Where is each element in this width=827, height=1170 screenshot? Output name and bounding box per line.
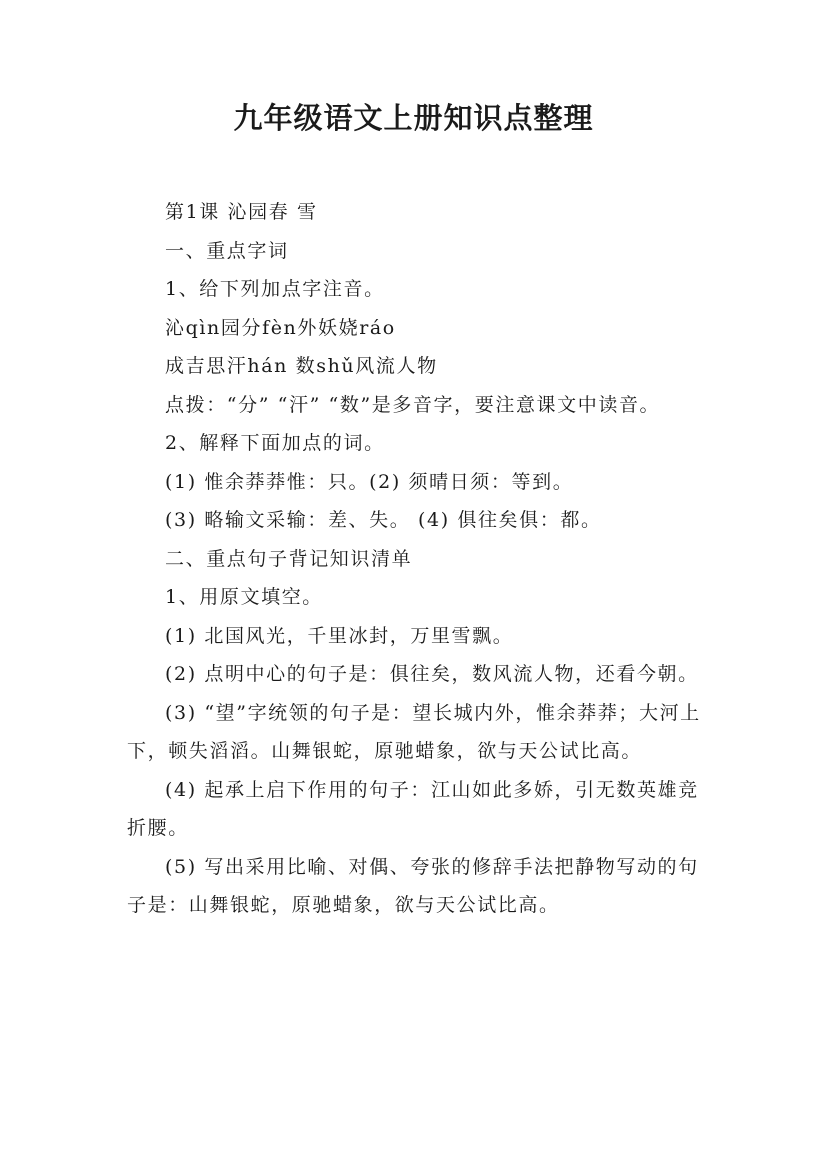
question-explain-words: 2、解释下面加点的词。 <box>165 432 385 454</box>
answer-3: (3) “望”字统领的句子是：望长城内外，惟余莽莽；大河上下，顿失滔滔。山舞银蛇，原驰蜡象，欲与天公试比高。 <box>127 701 701 762</box>
word-explanation-line-1: (1) 惟余莽莽惟：只。(2) 须晴日须：等到。 <box>165 470 574 493</box>
answer-4: (4) 起承上启下作用的句子：江山如此多娇，引无数英雄竞折腰。 <box>127 778 699 839</box>
section-heading-key-words: 一、重点字词 <box>165 239 289 262</box>
question-fill-blanks: 1、用原文填空。 <box>165 586 323 608</box>
document-title: 九年级语文上册知识点整理 <box>233 101 594 135</box>
document-body <box>127 193 702 925</box>
answer-5: (5) 写出采用比喻、对偶、夸张的修辞手法把静物写动的句子是：山舞银蛇，原驰蜡象，欲与天公试比高。 <box>127 855 699 916</box>
lesson-heading: 第1课 沁园春 雪 <box>165 201 318 223</box>
pinyin-line-1: 沁qìn园分fèn外妖娆ráo <box>165 316 396 339</box>
section-heading-key-sentences: 二、重点句子背记知识清单 <box>165 547 413 570</box>
question-pinyin: 1、给下列加点字注音。 <box>165 278 385 300</box>
word-explanation-line-2: (3) 略输文采输：差、失。 (4) 俱往矣俱：都。 <box>165 509 602 531</box>
pinyin-line-2: 成吉思汗hán 数shǔ风流人物 <box>165 355 438 377</box>
answer-2: (2) 点明中心的句子是：俱往矣，数风流人物，还看今朝。 <box>165 663 699 685</box>
tip-paragraph: 点拨：“分” “汗” “数”是多音字，要注意课文中读音。 <box>165 393 661 416</box>
answer-1: (1) 北国风光，千里冰封，万里雪飘。 <box>165 624 514 647</box>
